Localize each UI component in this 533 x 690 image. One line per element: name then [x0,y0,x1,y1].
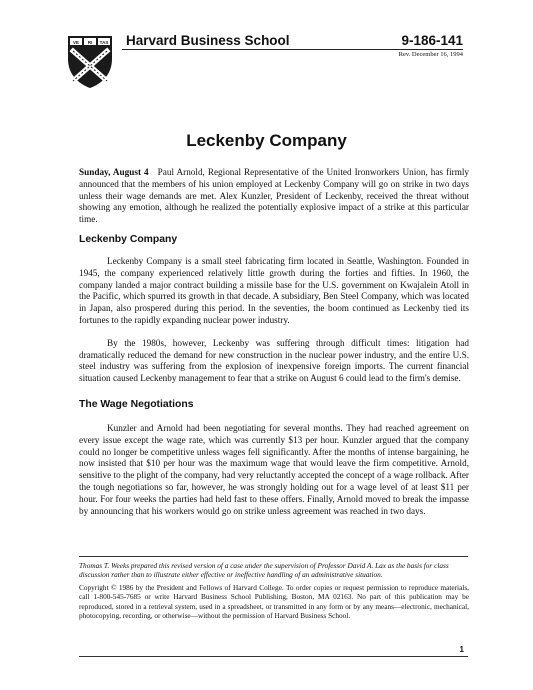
revision-date: Rev. December 16, 1994 [398,51,463,58]
section-heading: The Wage Negotiations [79,399,194,410]
paragraph: Kunzler and Arnold had been negotiating for several months. They had reached agreement on every issue except the wage rate, which was currently $13 per hour. Kunzler argued that the company could no longer be competitive unless wages fell significantly. After the months of intense bargaining, he now insisted that $10 per hour was the maximum wage that would leave the firm competitive. Arnold, sensitive to the plight of the company, had very reluctantly accepted the concept of a wage rollback. After the tough negotiations so far, however, he was strongly holding out for a wage level of at least $11 per hour. For four weeks the parties had held fast to these offers. Finally, Arnold moved to break the impasse by announcing that his workers would go on strike unless agreement was reached in two days. [79,423,469,516]
section-body [79,256,469,385]
intro-paragraph [79,167,469,226]
section-heading: Leckenby Company [79,234,178,245]
svg-text:VE: VE [72,40,80,45]
page-bottom-divider [79,656,468,657]
paragraph: By the 1980s, however, Leckenby was suffering through difficult times: litigation had dramatically reduced the demand for new construction in the nuclear power industry, and the entire U.S. steel industry was suffering from the explosion of inexpensive foreign imports. The current financial situation caused Leckenby management to fear that a strike on August 6 could lead to the firm's demise. [79,337,469,384]
header-divider [122,49,463,50]
dateline: Sunday, August 4 [79,167,149,177]
document-title: Leckenby Company [186,131,347,150]
document-number: 9-186-141 [401,33,463,48]
author-footnote: Thomas T. Weeks prepared this revised version of a case under the supervision of Professor David A. Lax as the basis for class discussion rather than to illustrate either effective or ineffective handling of an administrative situation. [79,561,449,580]
intro-text: Paul Arnold, Regional Representative of the United Ironworkers Union, has firmly announced that the members of his union employed at Leckenby Company will go on strike in two days unless their wage demands are met. Alex Kunzler, President of Leckenby, received the threat without showing any emotion, although he realized the potentially explosive impact of a strike at this particular time. [79,167,469,225]
svg-text:RI: RI [87,40,93,45]
copyright-notice: Copyright © 1986 by the President and Fellows of Harvard College. To order copies or request permission to reproduce materials, call 1-800-545-7685 or write Harvard Business School Publishing, Boston, MA 02163. No part of this publication may be reproduced, stored in a retrieval system, used in a spreadsheet, or transmitted in any form or by any means—electronic, mechanical, photocopying, recording, or otherwise—without the permission of Harvard Business School. [79,583,469,621]
page-number: 1 [459,645,464,654]
school-name: Harvard Business School [126,33,290,48]
paragraph: Leckenby Company is a small steel fabricating firm located in Seattle, Washington. Founded in 1945, the company experienced relatively little growth during the forties and fifties. In 1960, the company landed a major contract building a missile base for the U.S. government on Kwajalein Atoll in the Pacific, which spurred its growth in that decade. A subsidiary, Ben Steel Company, which was located in Japan, also prospered during this period. In the seventies, the boom continued as Leckenby tied its fortunes to the rapidly expanding nuclear power industry. [79,256,469,325]
section-body [79,423,469,517]
svg-text:TAS: TAS [99,40,109,45]
footnote-divider [79,556,468,557]
harvard-shield-logo [67,35,113,89]
